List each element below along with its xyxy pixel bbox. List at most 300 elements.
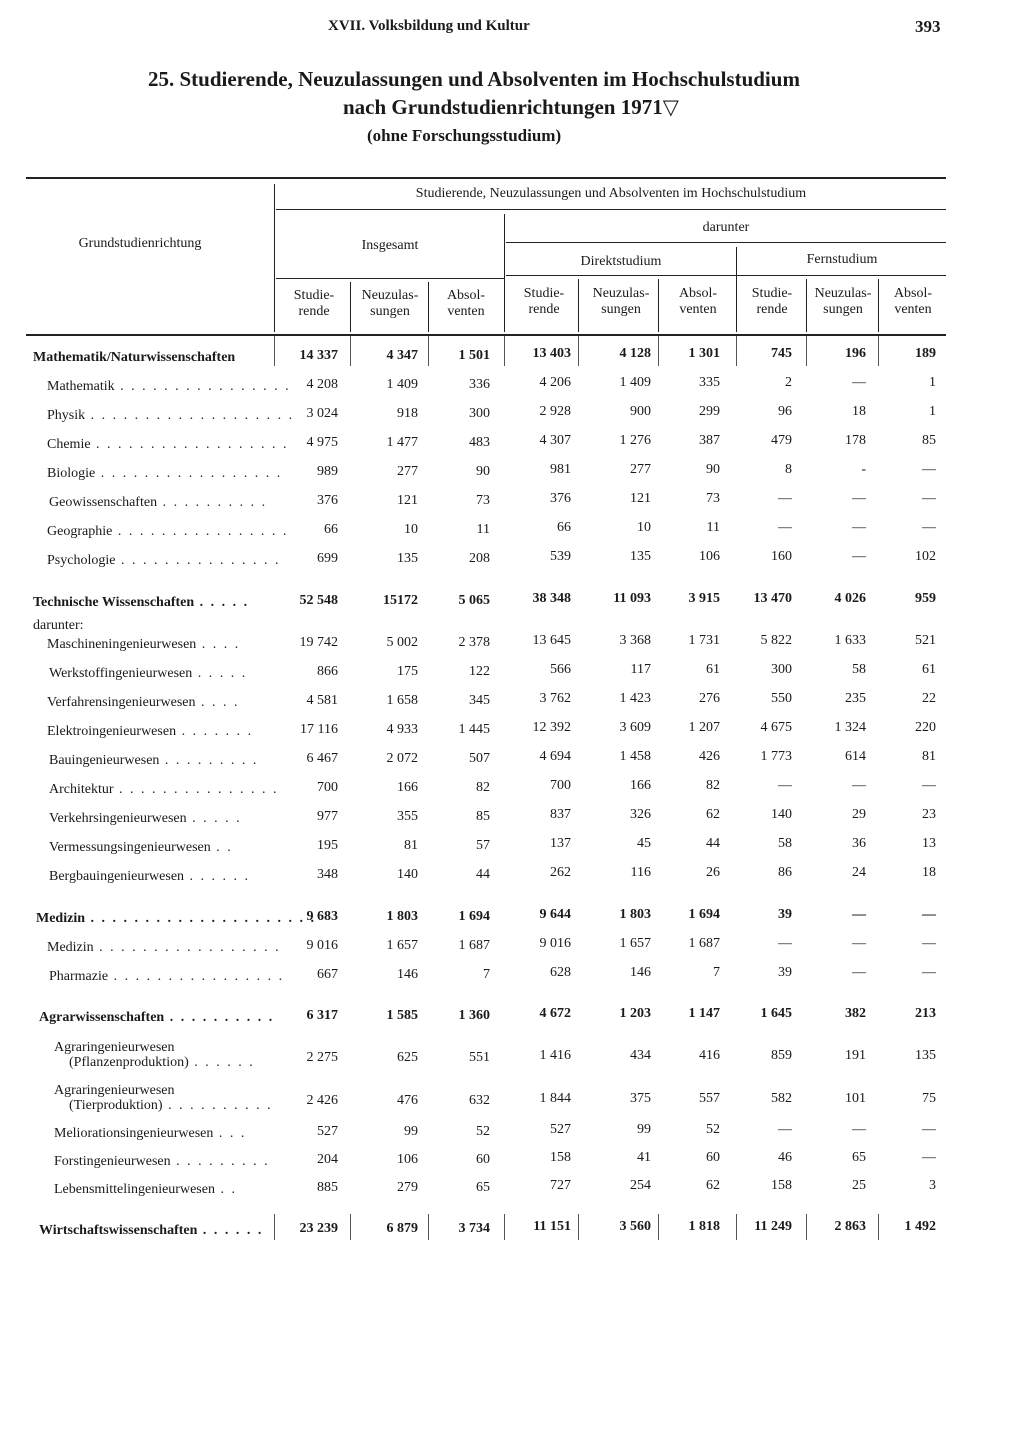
table-cell: 6 879 [386,1221,418,1236]
table-cell: 1 773 [760,749,792,764]
table-cell: 483 [469,435,490,450]
table-cell: 61 [922,662,936,677]
running-head: XVII. Volksbildung und Kultur [328,18,530,34]
table-title-line1: 25. Studierende, Neuzulassungen und Absolventen im Hochschulstudium [148,67,800,91]
column-header-line1: Studie- [293,288,335,303]
table-cell: 416 [699,1048,720,1063]
table-cell: 85 [476,809,490,824]
table-cell: 4 347 [386,348,418,363]
table-cell: 66 [557,520,571,535]
column-header-line1: Absol- [893,286,933,301]
header-direktstudium: Direktstudium [580,254,662,269]
table-cell: 135 [630,549,651,564]
table-cell: 39 [778,965,792,980]
table-cell: 121 [397,493,418,508]
table-cell: 36 [852,836,866,851]
table-cell: 1 409 [619,375,651,390]
row-label-text: Chemie [47,437,91,452]
table-cell: 336 [469,377,490,392]
leader-dots: . . . . . . . . . . . . . . . . [108,969,285,984]
table-cell: 376 [317,493,338,508]
table-cell: 135 [915,1048,936,1063]
column-header [508,286,580,318]
table-cell: 5 002 [386,635,418,650]
table-cell: 539 [550,549,571,564]
column-header-line1: Neuzulas- [814,286,872,301]
row-label [47,379,291,395]
column-divider [428,282,429,332]
table-cell: 382 [845,1006,866,1021]
table-cell: 625 [397,1050,418,1065]
row-label [54,1126,246,1142]
table-cell: 96 [778,404,792,419]
table-cell: 2 863 [834,1219,866,1234]
leader-dots: . . . . . [186,811,242,826]
row-label [49,869,250,885]
table-cell: 1 203 [619,1006,651,1021]
table-cell: 3 734 [458,1221,490,1236]
table-cell: 348 [317,867,338,882]
table-cell: 116 [630,865,651,880]
table-cell: 86 [778,865,792,880]
table-cell: 1 585 [386,1008,418,1023]
row-label-text: Lebensmittelingenieurwesen [54,1182,215,1197]
table-cell: 9 683 [306,909,338,924]
leader-dots: . . . . . . . [176,724,254,739]
table-cell: 1 657 [386,938,418,953]
table-cell: 90 [476,464,490,479]
table-cell: 4 694 [539,749,571,764]
table-cell: 4 672 [539,1006,571,1021]
table-cell: — [852,520,866,535]
table-cell: 4 206 [539,375,571,390]
table-cell: 700 [317,780,338,795]
row-label-line1: Agraringenieurwesen [54,1040,175,1055]
table-cell: 1 276 [619,433,651,448]
table-cell: 326 [630,807,651,822]
leader-dots: . . . . . . . . . [170,1154,270,1169]
table-cell: 6 467 [306,751,338,766]
body-column-rule [578,336,579,366]
column-header-line2: sungen [823,302,863,317]
row-label [33,350,235,366]
table-cell: 4 128 [619,346,651,361]
table-cell: 859 [771,1048,792,1063]
table-cell: 101 [845,1091,866,1106]
table-cell: 58 [778,836,792,851]
leader-dots: . . . . . . . . . . . . . . . . . [95,466,283,481]
table-cell: 14 337 [299,348,338,363]
table-cell: 3 368 [619,633,651,648]
table-cell: 3 915 [688,591,720,606]
leader-dots: . . . . . . . . . . [157,495,268,510]
table-cell: 19 742 [299,635,338,650]
column-header-line1: Studie- [751,286,793,301]
table-cell: 1 147 [688,1006,720,1021]
table-cell: 18 [922,865,936,880]
table-cell: 23 [922,807,936,822]
table-cell: 551 [469,1050,490,1065]
column-header-line2: sungen [370,304,410,319]
table-cell: — [778,520,792,535]
row-label-text: Verfahrensingenieurwesen [47,695,196,710]
row-label [47,437,289,453]
table-cell: 355 [397,809,418,824]
leader-dots: . . . . . . . . . . . . . . . . [112,524,289,539]
table-cell: 279 [397,1180,418,1195]
table-cell: 1 633 [834,633,866,648]
table-cell: 4 026 [834,591,866,606]
row-label-text: Bauingenieurwesen [49,753,160,768]
table-cell: 82 [476,780,490,795]
table-cell: 1 694 [688,907,720,922]
table-cell: 81 [404,838,418,853]
table-cell: 1 731 [688,633,720,648]
table-cell: 1 645 [760,1006,792,1021]
table-cell: — [852,936,866,951]
table-cell: - [861,462,866,477]
table-cell: 196 [845,346,866,361]
table-cell: 1 658 [386,693,418,708]
table-cell: 628 [550,965,571,980]
table-cell: 7 [713,965,720,980]
table-cell: 479 [771,433,792,448]
leader-dots: . . . . . . [188,1055,255,1070]
table-cell: 158 [771,1178,792,1193]
table-cell: 166 [630,778,651,793]
table-cell: 521 [915,633,936,648]
table-cell: 4 975 [306,435,338,450]
row-label-text: Geographie [47,524,113,539]
table-cell: 1 803 [619,907,651,922]
row-label [47,466,282,482]
table-cell: — [852,549,866,564]
table-cell: 102 [915,549,936,564]
table-cell: 527 [317,1124,338,1139]
body-column-rule [736,336,737,366]
table-cell: 160 [771,549,792,564]
table-cell: 44 [706,836,720,851]
table-cell: 158 [550,1150,571,1165]
table-cell: 62 [706,807,720,822]
column-header-line1: Neuzulas- [592,286,650,301]
header-insgesamt: Insgesamt [361,238,419,253]
table-cell: 1 492 [904,1219,936,1234]
table-cell: 11 151 [533,1219,571,1234]
row-label [49,811,242,827]
table-cell: 122 [469,664,490,679]
column-header-line2: rende [298,304,330,319]
row-label-text: Geowissenschaften [49,495,158,510]
row-label [47,637,240,653]
leader-dots: . . . . . . . . . . . . . . . . . [93,940,281,955]
table-cell: 52 [706,1122,720,1137]
row-label-text: Verkehrsingenieurwesen [49,811,187,826]
table-cell: 235 [845,691,866,706]
column-divider [806,279,807,332]
table-cell: 7 [483,967,490,982]
table-cell: 2 928 [539,404,571,419]
table-cell: 137 [550,836,571,851]
row-label [47,695,240,711]
leader-dots: . . . . . . . . . . . . . . . . . . [90,437,289,452]
direkt-divider [736,247,737,332]
table-cell: 277 [630,462,651,477]
table-cell: 1 818 [688,1219,720,1234]
table-cell: 62 [706,1178,720,1193]
row-label [39,1010,274,1026]
table-cell: 189 [915,346,936,361]
body-column-rule [878,336,879,366]
table-cell: 1 803 [386,909,418,924]
table-cell: 3 762 [539,691,571,706]
table-cell: — [852,907,866,922]
table-cell: 299 [699,404,720,419]
column-divider [658,279,659,332]
body-column-rule [274,336,275,366]
table-cell: 106 [397,1152,418,1167]
table-cell: 387 [699,433,720,448]
row-label [33,595,249,611]
table-cell: 1 301 [688,346,720,361]
table-cell: 60 [476,1152,490,1167]
table-cell: 335 [699,375,720,390]
body-column-rule [428,336,429,366]
row-label-text: (Pflanzenproduktion) [69,1055,189,1070]
table-cell: 99 [637,1122,651,1137]
table-cell: 667 [317,967,338,982]
table-cell: 426 [699,749,720,764]
header-fernstudium: Fernstudium [806,252,878,267]
table-cell: 24 [852,865,866,880]
column-header-line1: Studie- [523,286,565,301]
table-cell: 39 [778,907,792,922]
table-cell: 3 609 [619,720,651,735]
column-header-line1: Absol- [678,286,718,301]
body-column-rule [806,336,807,366]
body-column-rule [578,1214,579,1240]
table-cell: 700 [550,778,571,793]
table-cell: 140 [771,807,792,822]
table-cell: — [922,462,936,477]
table-cell: 13 [922,836,936,851]
column-header [880,286,946,318]
table-cell: 3 560 [619,1219,651,1234]
table-cell: 17 116 [300,722,338,737]
leader-dots: . . . . . . [184,869,251,884]
table-top-rule [26,177,946,179]
table-cell: 41 [637,1150,651,1165]
table-cell: 1 409 [386,377,418,392]
table-cell: 900 [630,404,651,419]
table-cell: 10 [404,522,418,537]
header-bottom-rule [26,334,946,336]
row-label-line1: Agraringenieurwesen [54,1083,175,1098]
table-cell: 26 [706,865,720,880]
table-cell: 918 [397,406,418,421]
table-cell: 11 093 [613,591,651,606]
table-cell: 52 [476,1124,490,1139]
table-cell: 38 348 [532,591,571,606]
table-cell: 1 501 [458,348,490,363]
table-cell: 175 [397,664,418,679]
row-label-text: Biologie [47,466,96,481]
table-cell: 300 [771,662,792,677]
row-label-text: Werkstoffingenieurwesen [49,666,193,681]
table-cell: 300 [469,406,490,421]
leader-dots: . . . . . . . . . . . . . . . . . . . . . [85,911,316,926]
table-cell: 476 [397,1093,418,1108]
table-cell: 81 [922,749,936,764]
table-cell: 989 [317,464,338,479]
table-cell: 557 [699,1091,720,1106]
table-cell: 614 [845,749,866,764]
table-cell: 9 644 [539,907,571,922]
row-label-text: Technische Wissenschaften [33,595,195,610]
table-cell: — [852,965,866,980]
table-cell: 11 249 [754,1219,792,1234]
body-column-rule [350,1214,351,1240]
table-cell: — [852,778,866,793]
leader-dots: . . . . [196,637,241,652]
body-column-rule [350,336,351,366]
table-cell: 46 [778,1150,792,1165]
insgesamt-divider [504,214,505,332]
row-label [47,724,253,740]
table-cell: 60 [706,1150,720,1165]
table-cell: 527 [550,1122,571,1137]
row-label-text: Agrarwissenschaften [39,1010,165,1025]
table-cell: 140 [397,867,418,882]
table-cell: 745 [771,346,792,361]
row-label-text: Medizin [47,940,94,955]
table-cell: 11 [476,522,490,537]
table-cell: 4 581 [306,693,338,708]
row-label [49,840,233,856]
row-label-text: Vermessungsingenieurwesen [49,840,211,855]
table-cell: — [922,778,936,793]
header-rule-2 [506,242,946,243]
row-label-text: Wirtschaftswissenschaften [39,1223,198,1238]
table-cell: 11 [706,520,720,535]
table-cell: 1 445 [458,722,490,737]
table-cell: 65 [476,1180,490,1195]
table-cell: — [852,1122,866,1137]
table-cell: 65 [852,1150,866,1165]
table-cell: 2 378 [458,635,490,650]
table-cell: 2 275 [306,1050,338,1065]
table-cell: 2 072 [386,751,418,766]
table-cell: 1 423 [619,691,651,706]
body-column-rule [504,336,505,366]
row-label [49,666,247,682]
table-cell: 566 [550,662,571,677]
table-cell: 204 [317,1152,338,1167]
table-cell: 1 [929,404,936,419]
leader-dots: . . . . . [192,666,248,681]
body-column-rule [806,1214,807,1240]
table-cell: 75 [922,1091,936,1106]
column-divider [578,279,579,332]
table-cell: — [922,965,936,980]
body-column-rule [658,1214,659,1240]
column-header-line2: venten [447,304,485,319]
table-cell: 52 548 [299,593,338,608]
table-cell: 13 470 [753,591,792,606]
column-header-line1: Absol- [446,288,486,303]
table-cell: 1 458 [619,749,651,764]
table-cell: 5 822 [760,633,792,648]
row-label [47,940,281,956]
leader-dots: . . [214,1182,237,1197]
leader-dots: . . [210,840,233,855]
table-cell: 345 [469,693,490,708]
table-cell: 117 [630,662,651,677]
table-title-line2: nach Grundstudienrichtungen 1971▽ [343,95,679,119]
table-cell: 699 [317,551,338,566]
table-cell: 885 [317,1180,338,1195]
row-label [49,495,267,511]
leader-dots: . . . . . . . . . . [164,1010,275,1025]
header-stub: Grundstudienrichtung [78,236,202,251]
row-label [54,1182,237,1198]
table-cell: 66 [324,522,338,537]
row-label [49,969,284,985]
column-header [662,286,734,318]
leader-dots: . . . . . . . . . . . . . . . [113,782,279,797]
body-column-rule [504,1214,505,1240]
row-label-text: Elektroingenieurwesen [47,724,177,739]
table-cell: 981 [550,462,571,477]
table-cell: 23 239 [299,1221,338,1236]
table-cell: 29 [852,807,866,822]
leader-dots: . . . . . . . . . . . . . . . . [114,379,291,394]
header-darunter: darunter [702,220,750,235]
leader-dots: . . . . . . . . . . . . . . . . . . . [85,408,295,423]
leader-dots: . . . . . . [197,1223,264,1238]
row-label-text: Bergbauingenieurwesen [49,869,185,884]
body-column-rule [878,1214,879,1240]
row-label-text: Physik [47,408,86,423]
table-cell: 135 [397,551,418,566]
row-label-text: Mathematik/Naturwissenschaften [33,350,236,365]
table-cell: 550 [771,691,792,706]
table-cell: 1 687 [458,938,490,953]
row-label-text: Maschineningenieurwesen [47,637,197,652]
header-rule-1 [276,209,946,210]
row-label [39,1223,263,1239]
table-cell: 866 [317,664,338,679]
table-cell: 276 [699,691,720,706]
table-cell: 1 [929,375,936,390]
table-cell: — [852,491,866,506]
row-label [54,1154,270,1170]
table-cell: — [922,1122,936,1137]
table-cell: 90 [706,462,720,477]
table-cell: 146 [397,967,418,982]
table-cell: 277 [397,464,418,479]
table-cell: — [922,520,936,535]
row-label-text: Pharmazie [49,969,109,984]
row-label-text: Architektur [49,782,114,797]
table-cell: 57 [476,838,490,853]
column-header-line2: rende [756,302,788,317]
column-header-line2: sungen [601,302,641,317]
table-cell: 1 477 [386,435,418,450]
table-cell: 1 844 [539,1091,571,1106]
table-cell: 632 [469,1093,490,1108]
row-label [47,553,280,569]
